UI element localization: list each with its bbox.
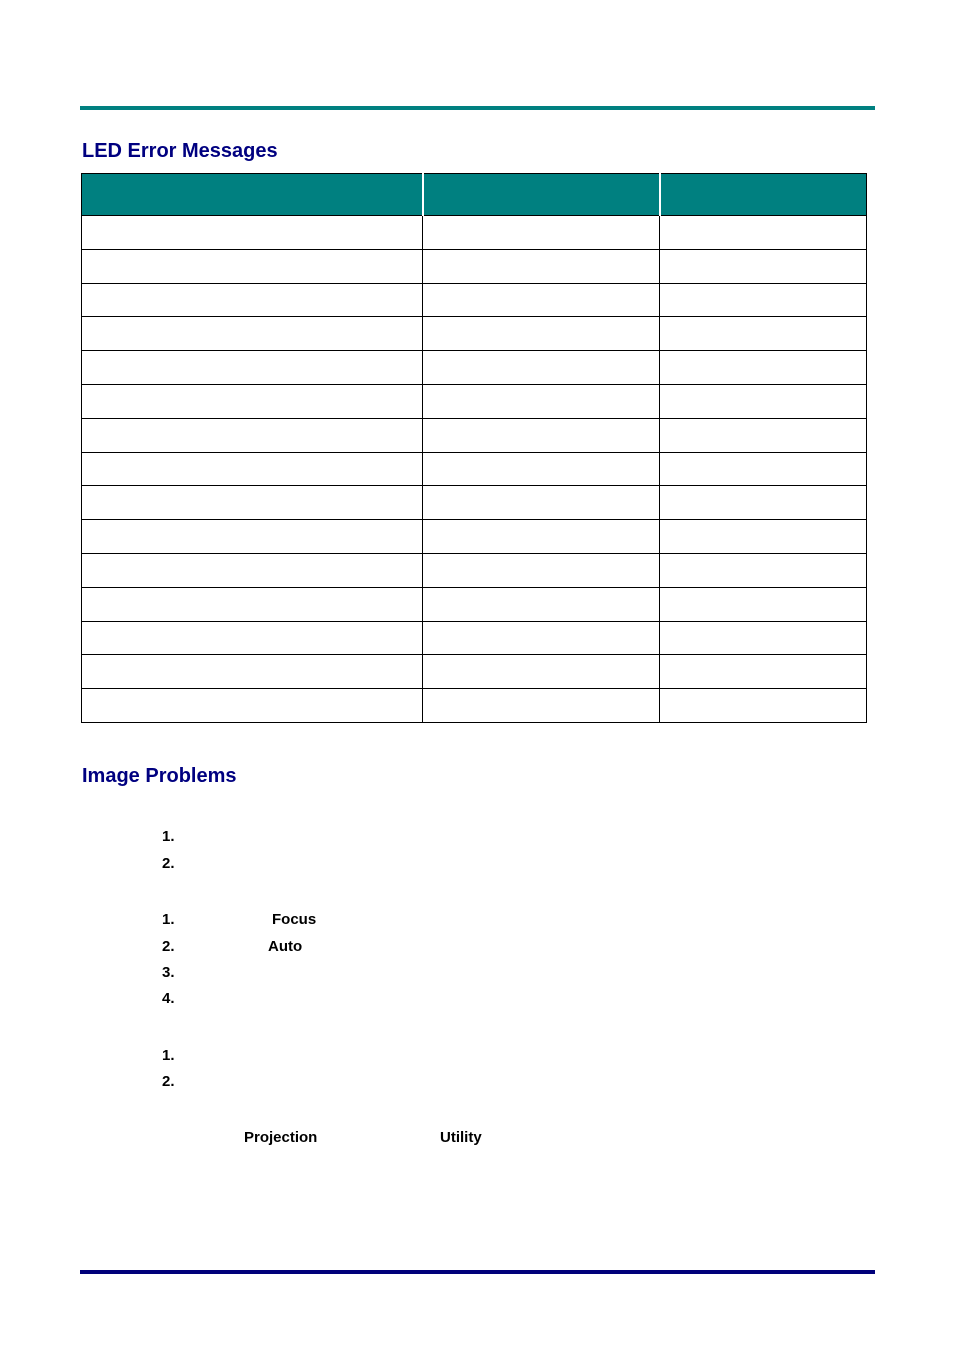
- table-row: [82, 452, 867, 486]
- led-error-messages-heading: LED Error Messages: [82, 140, 278, 162]
- table-row: [82, 655, 867, 689]
- table-cell: [660, 452, 867, 486]
- table-cell: [660, 384, 867, 418]
- list-number: 1.: [162, 911, 175, 928]
- table-cell: [660, 317, 867, 351]
- list-number: 3.: [162, 964, 175, 981]
- table-cell: [660, 553, 867, 587]
- utility-keyword: Utility: [440, 1129, 482, 1146]
- table-cell: [660, 351, 867, 385]
- table-cell: [82, 317, 423, 351]
- table-row: [82, 553, 867, 587]
- table-cell: [423, 689, 660, 723]
- table-cell: [82, 520, 423, 554]
- table-cell: [660, 418, 867, 452]
- led-error-table: [81, 173, 867, 723]
- table-cell: [82, 689, 423, 723]
- table-cell: [82, 486, 423, 520]
- table-row: [82, 283, 867, 317]
- table-cell: [82, 553, 423, 587]
- image-problems-heading: Image Problems: [82, 765, 237, 787]
- list-number: 4.: [162, 990, 175, 1007]
- table-row: [82, 486, 867, 520]
- table-row: [82, 621, 867, 655]
- list-number: 1.: [162, 828, 175, 845]
- table-header-row: [82, 174, 867, 216]
- list-number: 2.: [162, 1073, 175, 1090]
- table-row: [82, 689, 867, 723]
- footer-rule: [80, 1270, 875, 1274]
- table-row: [82, 587, 867, 621]
- table-cell: [423, 384, 660, 418]
- table-row: [82, 216, 867, 250]
- table-cell: [423, 351, 660, 385]
- header-rule: [80, 106, 875, 110]
- list-number: 2.: [162, 938, 175, 955]
- table-cell: [82, 655, 423, 689]
- table-cell: [423, 621, 660, 655]
- table-cell: [660, 520, 867, 554]
- table-cell: [660, 249, 867, 283]
- table-cell: [660, 283, 867, 317]
- table-cell: [82, 351, 423, 385]
- table-row: [82, 249, 867, 283]
- table-header-cell: [82, 174, 423, 216]
- table-cell: [660, 621, 867, 655]
- table-cell: [82, 452, 423, 486]
- table-row: [82, 418, 867, 452]
- table-cell: [82, 418, 423, 452]
- auto-keyword: Auto: [268, 938, 303, 955]
- table-cell: [423, 520, 660, 554]
- table-cell: [423, 486, 660, 520]
- list-number: 2.: [162, 855, 175, 872]
- table-cell: [82, 384, 423, 418]
- table-cell: [82, 587, 423, 621]
- table-cell: [660, 216, 867, 250]
- table-cell: [423, 418, 660, 452]
- table-cell: [423, 553, 660, 587]
- table-cell: [82, 249, 423, 283]
- table-row: [82, 520, 867, 554]
- focus-keyword: Focus: [272, 911, 317, 928]
- projection-keyword: Projection: [244, 1129, 318, 1146]
- table-row: [82, 384, 867, 418]
- table-cell: [423, 587, 660, 621]
- table-header-cell: [660, 174, 867, 216]
- table-cell: [423, 216, 660, 250]
- table-row: [82, 351, 867, 385]
- table-cell: [660, 587, 867, 621]
- list-number: 1.: [162, 1047, 175, 1064]
- table-cell: [423, 655, 660, 689]
- table-cell: [423, 249, 660, 283]
- table-cell: [423, 317, 660, 351]
- table-header-cell: [423, 174, 660, 216]
- table-row: [82, 317, 867, 351]
- table-cell: [660, 689, 867, 723]
- table-cell: [82, 621, 423, 655]
- table-cell: [82, 283, 423, 317]
- table-cell: [660, 655, 867, 689]
- table-cell: [660, 486, 867, 520]
- table-cell: [423, 452, 660, 486]
- table-cell: [82, 216, 423, 250]
- table-cell: [423, 283, 660, 317]
